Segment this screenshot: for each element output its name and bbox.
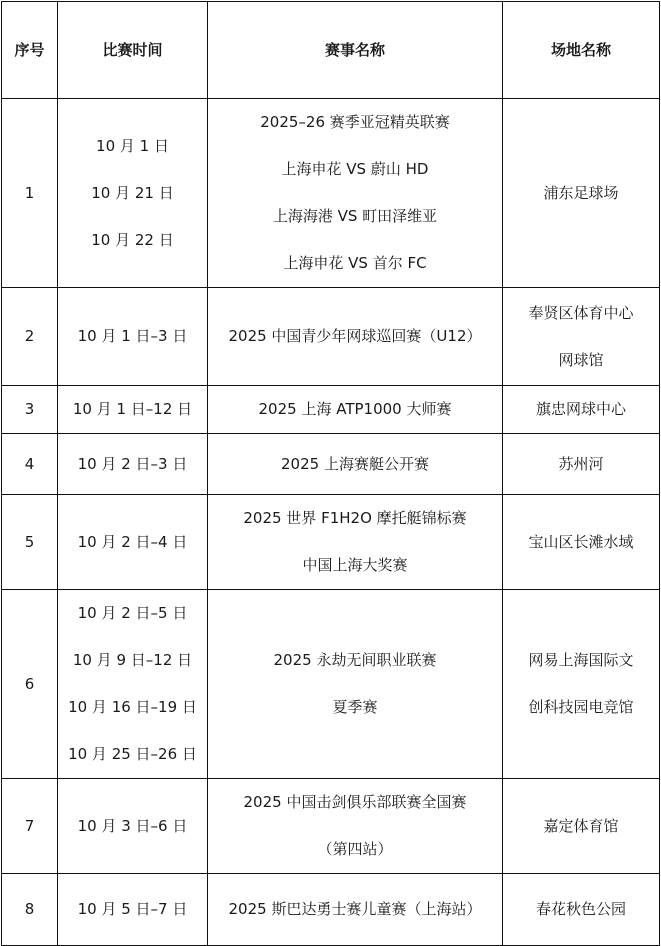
cell-date xyxy=(58,386,208,434)
date-line: 10 月 21 日 xyxy=(91,183,174,202)
event-line: 2025 永劫无间职业联赛 xyxy=(273,651,437,669)
event-line: 2025 斯巴达勇士赛儿童赛（上海站） xyxy=(228,900,482,918)
date-line: 10 月 1 日–12 日 xyxy=(72,400,193,418)
cell-no: 4 xyxy=(2,434,58,495)
cell-event xyxy=(208,386,503,434)
event-line: 上海申花 VS 蔚山 HD xyxy=(281,160,429,178)
cell-date xyxy=(58,99,208,288)
date-line: 10 月 9 日–12 日 xyxy=(72,651,193,669)
cell-event xyxy=(208,99,503,288)
table-header-row xyxy=(2,2,660,99)
event-line: 2025 上海赛艇公开赛 xyxy=(281,454,429,473)
date-line: 10 月 1 日–3 日 xyxy=(77,327,188,345)
date-line: 10 月 3 日–6 日 xyxy=(77,816,188,835)
venue-line: 浦东足球场 xyxy=(543,183,619,202)
table-row xyxy=(2,434,660,495)
table-row xyxy=(2,288,660,386)
cell-no: 7 xyxy=(2,779,58,874)
date-line: 10 月 5 日–7 日 xyxy=(77,900,188,918)
cell-event xyxy=(208,288,503,386)
cell-venue xyxy=(503,288,660,386)
header-date: 比赛时间 xyxy=(58,2,208,99)
venue-line: 苏州河 xyxy=(558,454,604,473)
date-line: 10 月 22 日 xyxy=(91,230,174,249)
event-line: 2025 世界 F1H2O 摩托艇锦标赛 xyxy=(243,509,467,527)
event-line: 中国上海大奖赛 xyxy=(302,556,408,574)
event-line: 2025 中国击剑俱乐部联赛全国赛 xyxy=(243,793,467,811)
cell-venue xyxy=(503,434,660,495)
cell-no: 1 xyxy=(2,99,58,288)
cell-no: 6 xyxy=(2,590,58,779)
cell-event xyxy=(208,779,503,874)
header-no: 序号 xyxy=(2,2,58,99)
cell-venue xyxy=(503,779,660,874)
cell-venue xyxy=(503,99,660,288)
cell-event xyxy=(208,434,503,495)
cell-venue xyxy=(503,495,660,590)
cell-date xyxy=(58,874,208,946)
event-line: 夏季赛 xyxy=(332,698,378,716)
date-line: 10 月 1 日 xyxy=(96,136,169,155)
table-row xyxy=(2,590,660,779)
date-line: 10 月 16 日–19 日 xyxy=(68,698,197,716)
event-line: 上海海港 VS 町田泽维亚 xyxy=(272,207,438,225)
table-row xyxy=(2,386,660,434)
venue-line: 网易上海国际文 xyxy=(528,651,634,669)
cell-no: 8 xyxy=(2,874,58,946)
date-line: 10 月 25 日–26 日 xyxy=(68,745,197,763)
event-line: 2025 中国青少年网球巡回赛（U12） xyxy=(228,327,482,345)
table-row xyxy=(2,874,660,946)
date-line: 10 月 2 日–4 日 xyxy=(77,532,188,551)
table-row xyxy=(2,779,660,874)
schedule-table xyxy=(1,1,660,946)
venue-line: 春花秋色公园 xyxy=(535,900,626,918)
cell-no: 5 xyxy=(2,495,58,590)
cell-date xyxy=(58,590,208,779)
cell-venue xyxy=(503,386,660,434)
cell-no: 2 xyxy=(2,288,58,386)
venue-line: 嘉定体育馆 xyxy=(543,816,619,835)
header-event: 赛事名称 xyxy=(208,2,503,99)
header-venue: 场地名称 xyxy=(503,2,660,99)
event-line: 2025 上海 ATP1000 大师赛 xyxy=(258,400,452,418)
event-line: 2025–26 赛季亚冠精英联赛 xyxy=(260,113,450,131)
table-row xyxy=(2,99,660,288)
cell-date xyxy=(58,288,208,386)
cell-no: 3 xyxy=(2,386,58,434)
venue-line: 奉贤区体育中心 xyxy=(528,303,634,322)
cell-venue xyxy=(503,590,660,779)
cell-event xyxy=(208,590,503,779)
cell-event xyxy=(208,874,503,946)
cell-venue xyxy=(503,874,660,946)
cell-date xyxy=(58,779,208,874)
date-line: 10 月 2 日–3 日 xyxy=(77,454,188,473)
table-row xyxy=(2,495,660,590)
cell-event xyxy=(208,495,503,590)
date-line: 10 月 2 日–5 日 xyxy=(77,604,188,622)
event-line: （第四站） xyxy=(317,840,393,858)
venue-line: 创科技园电竞馆 xyxy=(528,698,634,716)
venue-line: 旗忠网球中心 xyxy=(535,400,626,418)
cell-date xyxy=(58,495,208,590)
venue-line: 网球馆 xyxy=(558,350,604,369)
cell-date xyxy=(58,434,208,495)
event-line: 上海申花 VS 首尔 FC xyxy=(283,254,427,272)
venue-line: 宝山区长滩水域 xyxy=(528,532,634,551)
